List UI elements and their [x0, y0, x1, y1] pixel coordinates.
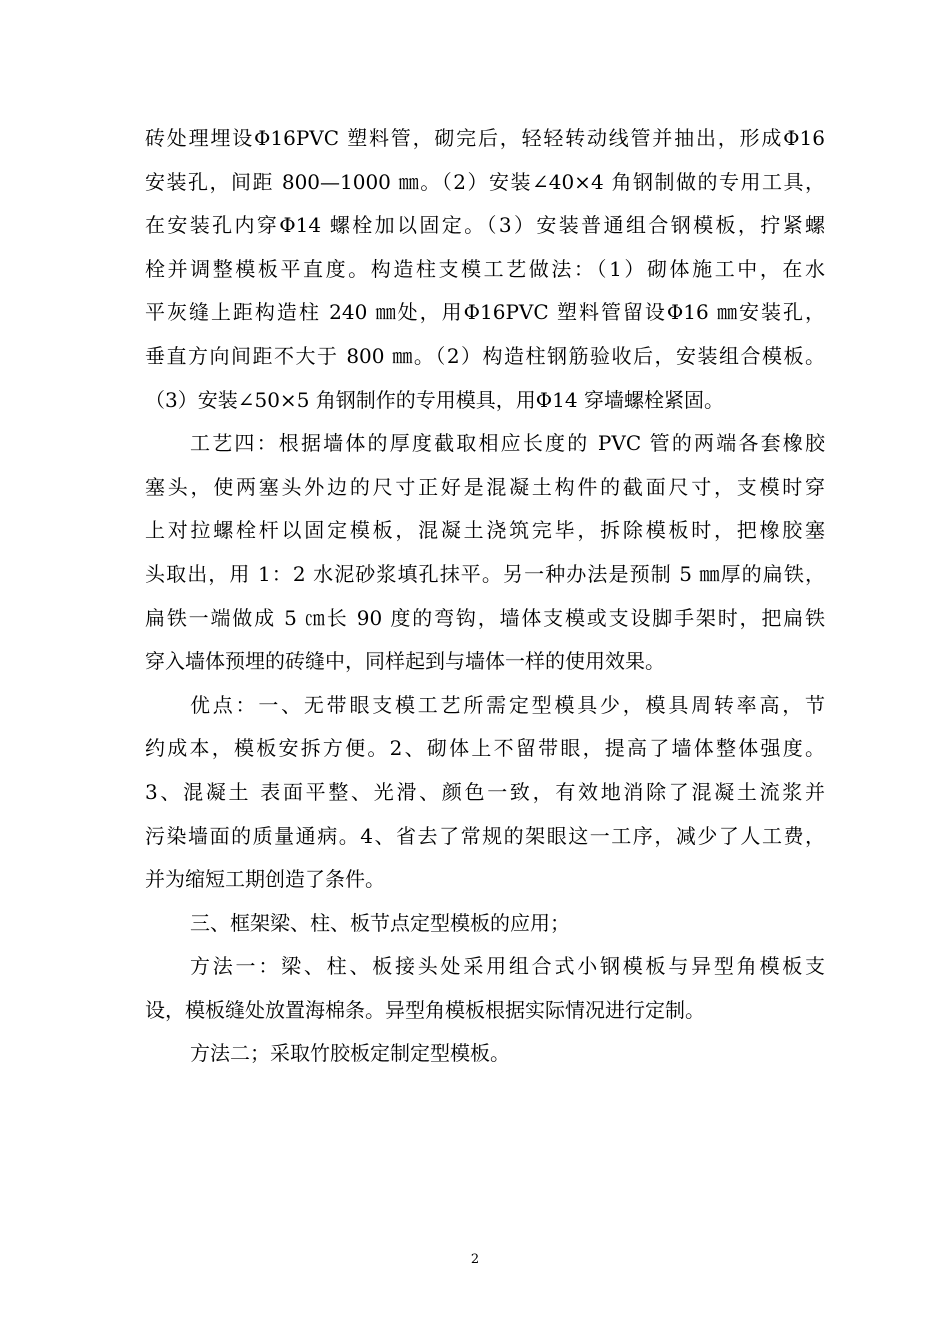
text-line: 栓并调整模板平直度。构造柱支模工艺做法：（1）砌体施工中，在水	[145, 256, 825, 281]
body-text	[145, 117, 825, 1076]
text-line: 方法二；采取竹胶板定制定型模板。	[190, 1041, 510, 1066]
text-line: 污染墙面的质量通病。4、省去了常规的架眼这一工序，减少了人工费，	[145, 823, 825, 848]
text-line: 约成本，模板安拆方便。2、砌体上不留带眼，提高了墙体整体强度。	[145, 736, 825, 761]
text-line: 塞头，使两塞头外边的尺寸正好是混凝土构件的截面尺寸，支模时穿	[145, 474, 825, 499]
text-line: 上对拉螺栓杆以固定模板，混凝土浇筑完毕，拆除模板时，把橡胶塞	[145, 518, 825, 543]
page-number: 2	[470, 1252, 480, 1267]
text-line: 头取出，用 1：2 水泥砂浆填孔抹平。另一种办法是预制 5 ㎜厚的扁铁，	[145, 561, 825, 586]
text-line: 扁铁一端做成 5 ㎝长 90 度的弯钩，墙体支模或支设脚手架时，把扁铁	[145, 605, 825, 630]
text-line: 平灰缝上距构造柱 240 ㎜处，用Φ16PVC 塑料管留设Φ16 ㎜安装孔，	[145, 300, 825, 325]
text-line: （3）安装∠50×5 角钢制作的专用模具，用Φ14 穿墙螺栓紧固。	[145, 387, 724, 412]
text-line: 工艺四：根据墙体的厚度截取相应长度的 PVC 管的两端各套橡胶	[190, 431, 825, 456]
text-line: 穿入墙体预埋的砖缝中，同样起到与墙体一样的使用效果。	[145, 649, 665, 674]
text-line: 砖处理埋设Φ16PVC 塑料管，砌完后，轻轻转动线管并抽出，形成Φ16	[145, 126, 825, 150]
text-line: 设，模板缝处放置海棉条。异型角模板根据实际情况进行定制。	[145, 997, 705, 1022]
text-line: 三、框架梁、柱、板节点定型模板的应用；	[190, 910, 570, 935]
text-line: 3、混凝土 表面平整、光滑、颜色一致，有效地消除了混凝土流浆并	[145, 779, 825, 804]
text-line: 垂直方向间距不大于 800 ㎜。（2）构造柱钢筋验收后，安装组合模板。	[145, 343, 825, 368]
text-line: 在安装孔内穿Φ14 螺栓加以固定。（3）安装普通组合钢模板，拧紧螺	[145, 213, 825, 238]
text-line: 方法一：梁、柱、板接头处采用组合式小钢模板与异型角模板支	[190, 954, 825, 979]
text-line: 优点：一、无带眼支模工艺所需定型模具少，模具周转率高，节	[190, 692, 825, 717]
text-line: 并为缩短工期创造了条件。	[145, 867, 385, 892]
text-line: 安装孔，间距 800—1000 ㎜。（2）安装∠40×4 角钢制做的专用工具，	[145, 169, 825, 194]
